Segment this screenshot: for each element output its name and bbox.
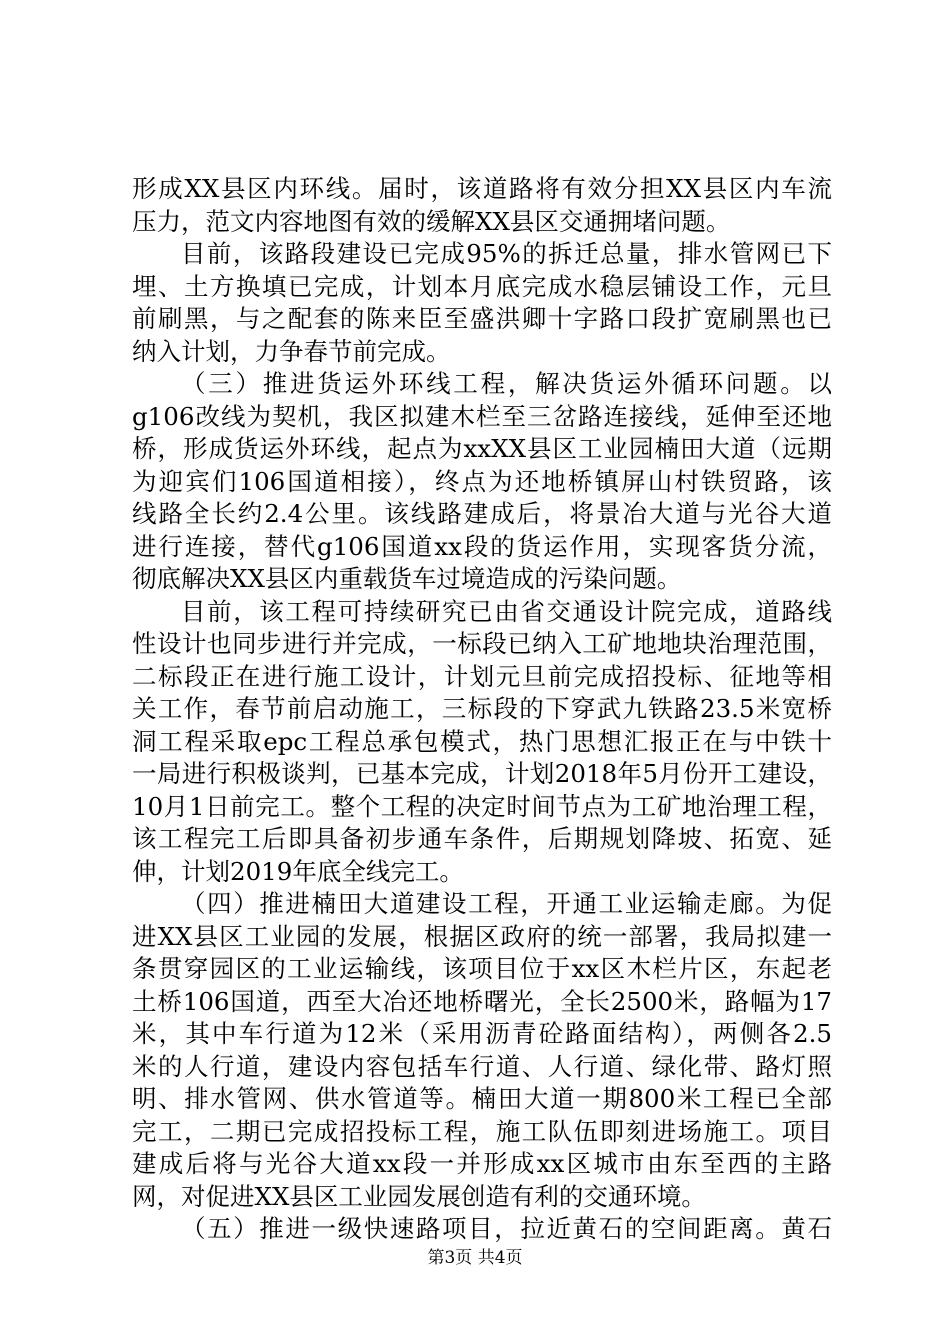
text-line: 米，其中车行道为12米（采用沥青砼路面结构），两侧各2.5: [132, 1019, 832, 1048]
text-line: 土桥106国道，西至大冶还地桥曙光，全长2500米，路幅为17: [132, 986, 832, 1016]
text-line: 明、排水管网、供水管道等。楠田大道一期800米工程已全部: [132, 1084, 832, 1113]
text-line: 伸，计划2019年底全线完工。: [132, 856, 464, 886]
text-line: 前刷黑，与之配套的陈来臣至盛洪卿十字路口段扩宽刷黑也已: [132, 304, 832, 333]
section-heading-line: （五）推进一级快速路项目，拉近黄石的空间距离。黄石: [181, 1214, 832, 1243]
text-line: 线路全长约2.4公里。该线路建成后，将景冶大道与光谷大道: [132, 499, 832, 528]
text-line: 目前，该工程可持续研究已由省交通设计院完成，道路线: [181, 596, 832, 626]
text-line: 建成后将与光谷大道xx段一并形成xx区城市由东至西的主路: [132, 1149, 832, 1178]
text-line: 条贯穿园区的工业运输线，该项目位于xx区木栏片区，东起老: [132, 954, 832, 983]
text-line: 二标段正在进行施工设计，计划元旦前完成招投标、征地等相: [132, 661, 832, 691]
text-line: 进XX县区工业园的发展，根据区政府的统一部署，我局拟建一: [132, 921, 832, 951]
text-line: 埋、土方换填已完成，计划本月底完成水稳层铺设工作，元旦: [132, 271, 832, 301]
text-line: 为迎宾们106国道相接），终点为还地桥镇屏山村铁贸路，该: [132, 466, 832, 496]
section-heading-line: （三）推进货运外环线工程，解决货运外循环问题。以: [181, 369, 832, 398]
text-line: 10月1日前完工。整个工程的决定时间节点为工矿地治理工程，: [132, 791, 832, 821]
text-line: 桥，形成货运外环线，起点为xxXX县区工业园楠田大道（远期: [132, 434, 832, 463]
text-line: 目前，该路段建设已完成95%的拆迁总量，排水管网已下: [181, 239, 832, 268]
text-line: 关工作，春节前启动施工，三标段的下穿武九铁路23.5米宽桥: [132, 694, 832, 723]
text-line: 洞工程采取epc工程总承包模式，热门思想汇报正在与中铁十: [132, 726, 832, 756]
text-line: 网，对促进XX县区工业园发展创造有利的交通环境。: [132, 1181, 706, 1211]
page-number-footer: 第3页 共4页: [427, 1248, 523, 1268]
text-line: 彻底解决XX县区内重载货车过境造成的污染问题。: [132, 564, 682, 593]
text-line: 性设计也同步进行并完成，一标段已纳入工矿地地块治理范围，: [132, 629, 832, 658]
text-line: g106改线为契机，我区拟建木栏至三岔路连接线，延伸至还地: [132, 401, 832, 431]
text-line: 进行连接，替代g106国道xx段的货运作用，实现客货分流，: [132, 531, 832, 561]
section-heading-line: （四）推进楠田大道建设工程，开通工业运输走廊。为促: [181, 889, 832, 918]
text-line: 形成XX县区内环线。届时，该道路将有效分担XX县区内车流: [132, 174, 832, 203]
text-line: 米的人行道，建设内容包括车行道、人行道、绿化带、路灯照: [132, 1051, 832, 1081]
text-line: 该工程完工后即具备初步通车条件，后期规划降坡、拓宽、延: [132, 824, 832, 853]
text-line: 一局进行积极谈判，已基本完成，计划2018年5月份开工建设，: [132, 759, 832, 788]
text-line: 完工，二期已完成招投标工程，施工队伍即刻进场施工。项目: [132, 1116, 832, 1146]
text-line: 压力，范文内容地图有效的缓解XX县区交通拥堵问题。: [132, 206, 731, 236]
text-line: 纳入计划，力争春节前完成。: [132, 336, 451, 366]
